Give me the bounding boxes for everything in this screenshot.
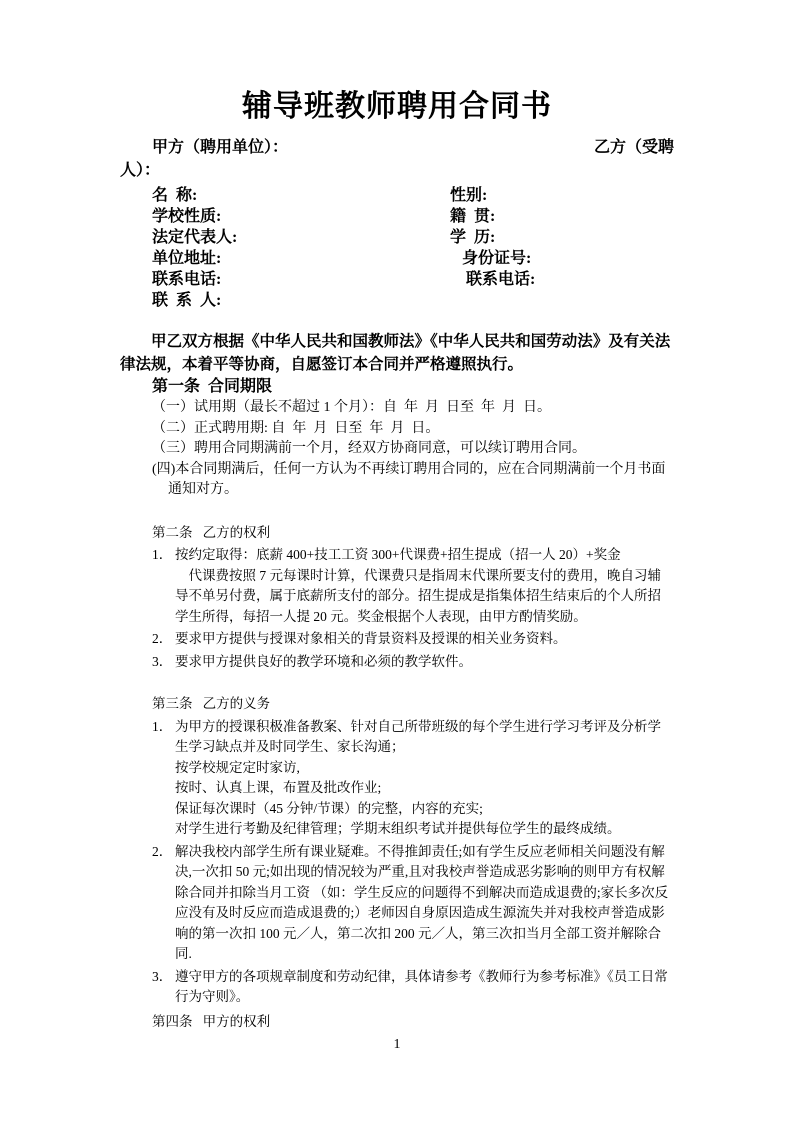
article3-item-1 — [120, 717, 674, 840]
item-number: 2． — [152, 631, 173, 646]
article1-item-1: （一）试用期（最长不超过 1 个月）：自 年 月 日至 年 月 日。 — [152, 400, 551, 415]
item-text: 要求甲方提供与授课对象相关的背景资料及授课的相关业务资料。 — [175, 631, 567, 646]
item-number: 2． — [152, 843, 173, 859]
fields-table — [120, 185, 674, 311]
field-row — [120, 206, 674, 227]
item-text: 遵守甲方的各项规章制度和劳动纪律，具体请参考《教师行为参考标准》《员工日常行为守则》。 — [175, 968, 668, 1004]
article3-item-3 — [120, 967, 674, 1008]
item-number: 3． — [152, 653, 173, 669]
item-number: 1． — [152, 718, 173, 734]
item-text: 要求甲方提供良好的教学环境和必须的教学软件。 — [175, 653, 472, 669]
field-label-gender: 性别: — [450, 187, 488, 204]
field-label-legal-rep: 法定代表人: — [152, 229, 238, 246]
field-label-phone-b: 联系电话: — [450, 271, 536, 288]
parties-line — [120, 136, 674, 159]
article4-heading: 第四条 甲方的权利 — [152, 1013, 271, 1029]
intro-paragraph: 甲乙双方根据《中华人民共和国教师法》《中华人民共和国劳动法》及有关法律法规，本着平等协商，自愿签订本合同并严格遵照执行。 — [120, 333, 671, 373]
page-number: 1 — [393, 1037, 401, 1052]
field-label-name: 名 称: — [152, 187, 198, 204]
field-label-phone-a: 联系电话: — [152, 271, 222, 288]
article2-heading: 第二条 乙方的权利 — [152, 524, 271, 540]
field-row — [120, 248, 674, 269]
item-text: 为甲方的授课积极准备教案、针对自己所带班级的每个学生进行学习考评及分析学生学习缺点并及时同学生、家长沟通； — [175, 718, 661, 754]
item-number: 1． — [152, 547, 173, 562]
field-label-address: 单位地址: — [152, 250, 222, 267]
item-subline: 按学校规定定时家访, — [175, 759, 300, 775]
item-body — [175, 842, 674, 965]
party-b-label-wrap: 人）： — [120, 162, 161, 179]
item-text: 按约定取得：底薪 400+技工工资 300+代课费+招生提成（招一人 20）+奖金 — [175, 547, 621, 562]
item-text: 解决我校内部学生所有课业疑难。不得推卸责任;如有学生反应老师相关问题没有解决,一次扣 50 元;如出现的情况较为严重,且对我校声誉造成恶劣影响的则甲方有权解除合同并扣除当月工资 （如：学生反应的问题得不到解决而造成退费的;家长多次反应没有及时反应而造成退费的;）老师因自身原因造成生源流失并对我校声誉造成影响的第一次扣 100 元／人，第二次扣 200 元／人，第三次扣当月全部工资并解除合同. — [175, 843, 669, 961]
field-row — [120, 227, 674, 248]
article2-item-3 — [120, 652, 674, 673]
item-subtext: 代课费按照 7 元每课时计算，代课费只是指周末代课所要支付的费用，晚自习辅导不单另付费，属于底薪所支付的部分。招生提成是指集体招生结束后的个人所招学生所得，每招一人提 20 元。奖金根据个人表现，由甲方酌情奖励。 — [175, 567, 661, 624]
article1-heading: 第一条 合同期限 — [152, 378, 273, 395]
item-subline: 对学生进行考勤及纪律管理；学期末组织考试并提供每位学生的最终成绩。 — [175, 821, 621, 836]
item-subline: 保证每次课时（45 分钟/节课）的完整，内容的充实; — [175, 800, 483, 816]
field-label-empty — [450, 290, 674, 311]
field-label-school-type: 学校性质: — [152, 208, 222, 225]
item-body — [175, 967, 674, 1008]
field-label-native-place: 籍 贯: — [450, 208, 496, 225]
party-b-label: 乙方（受聘 — [593, 139, 674, 156]
field-label-education: 学 历: — [450, 229, 496, 246]
article2-item-2 — [120, 629, 674, 650]
article1-item-3: （三）聘用合同期满前一个月，经双方协商同意，可以续订聘用合同。 — [152, 441, 586, 456]
item-body — [175, 629, 674, 650]
article1-item-2: （二）正式聘用期: 自 年 月 日至 年 月 日。 — [152, 420, 440, 436]
field-label-id-number: 身份证号: — [450, 250, 532, 267]
party-a-label: 甲方（聘用单位）： — [152, 139, 289, 156]
field-row — [120, 185, 674, 206]
field-row — [120, 290, 674, 311]
item-body — [175, 652, 674, 673]
item-body — [175, 717, 674, 840]
article2-item-1 — [120, 545, 674, 627]
article3-heading: 第三条 乙方的义务 — [152, 696, 271, 711]
article3-item-2 — [120, 842, 674, 965]
document-title: 辅导班教师聘用合同书 — [242, 90, 552, 123]
item-body — [175, 545, 674, 627]
field-label-contact-person: 联 系 人: — [152, 292, 222, 309]
item-number: 3． — [152, 968, 173, 984]
item-subline: 按时、认真上课，布置及批改作业; — [175, 780, 382, 795]
field-row — [120, 269, 674, 290]
article1-item-4: (四)本合同期满后，任何一方认为不再续订聘用合同的，应在合同期满前一个月书面通知对方。 — [152, 461, 666, 497]
